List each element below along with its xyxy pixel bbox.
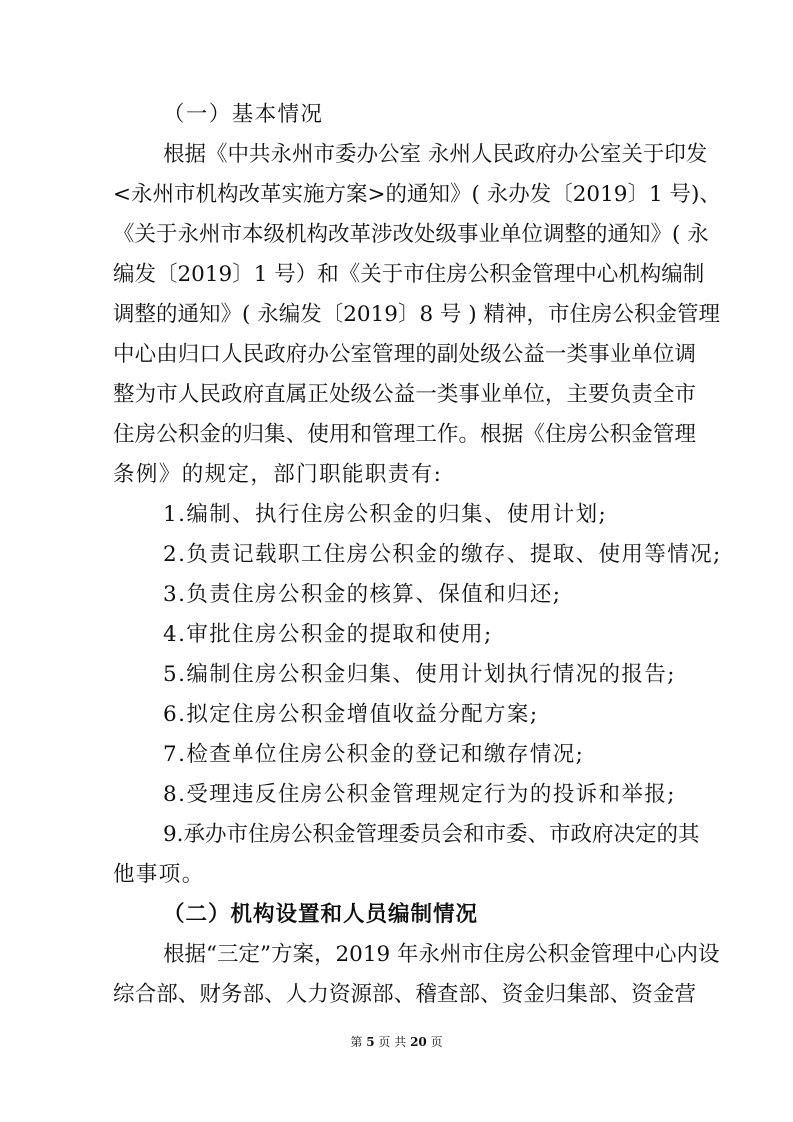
duty-item-9-line-1: 9.承办市住房公积金管理委员会和市委、市政府决定的其 (163, 822, 700, 847)
paragraph1-line-2: <永州市机构改革实施方案>的通知》( 永办发〔2019〕1 号)、 (113, 182, 721, 207)
footer-suffix: 页 (430, 1035, 443, 1049)
duty-item-3: 3.负责住房公积金的核算、保值和归还; (163, 582, 562, 607)
duty-item-9-line-2: 他事项。 (113, 862, 205, 887)
footer-prefix: 第 (350, 1035, 363, 1049)
page-footer (0, 1034, 793, 1050)
duty-item-8: 8.受理违反住房公积金管理规定行为的投诉和举报; (163, 782, 676, 807)
duty-item-6: 6.拟定住房公积金增值收益分配方案; (163, 702, 539, 727)
paragraph2-line-2: 综合部、财务部、人力资源部、稽查部、资金归集部、资金营 (113, 982, 696, 1007)
duty-item-4: 4.审批住房公积金的提取和使用; (163, 622, 493, 647)
footer-page-number: 5 (366, 1035, 375, 1049)
paragraph1-line-7: 整为市人民政府直属正处级公益一类事业单位，主要负责全市 (113, 382, 696, 407)
paragraph1-line-8: 住房公积金的归集、使用和管理工作。根据《住房公积金管理 (113, 422, 696, 447)
footer-middle: 页 共 (378, 1035, 407, 1049)
paragraph2-line-1: 根据“三定”方案，2019 年永州市住房公积金管理中心内设 (163, 942, 720, 967)
duty-item-2: 2.负责记载职工住房公积金的缴存、提取、使用等情况; (163, 542, 722, 567)
paragraph1-line-3: 《关于永州市本级机构改革涉改处级事业单位调整的通知》( 永 (113, 222, 709, 247)
footer-total-pages: 20 (410, 1035, 427, 1049)
section1-heading: （一）基本情况 (163, 102, 324, 127)
duty-item-7: 7.检查单位住房公积金的登记和缴存情况; (163, 742, 585, 767)
paragraph1-line-4: 编发〔2019〕1 号）和《关于市住房公积金管理中心机构编制 (113, 262, 705, 287)
duty-item-5: 5.编制住房公积金归集、使用计划执行情况的报告; (163, 662, 676, 687)
paragraph1-line-1: 根据《中共永州市委办公室 永州人民政府办公室关于印发 (163, 142, 708, 167)
paragraph1-line-6: 中心由归口人民政府办公室管理的副处级公益一类事业单位调 (113, 342, 696, 367)
duty-item-1: 1.编制、执行住房公积金的归集、使用计划; (163, 502, 608, 527)
section2-heading: （二）机构设置和人员编制情况 (163, 902, 479, 927)
paragraph1-line-5: 调整的通知》( 永编发〔2019〕8 号 ) 精神，市住房公积金管理 (113, 302, 721, 327)
paragraph1-line-9: 条例》的规定，部门职能职责有: (113, 462, 443, 487)
